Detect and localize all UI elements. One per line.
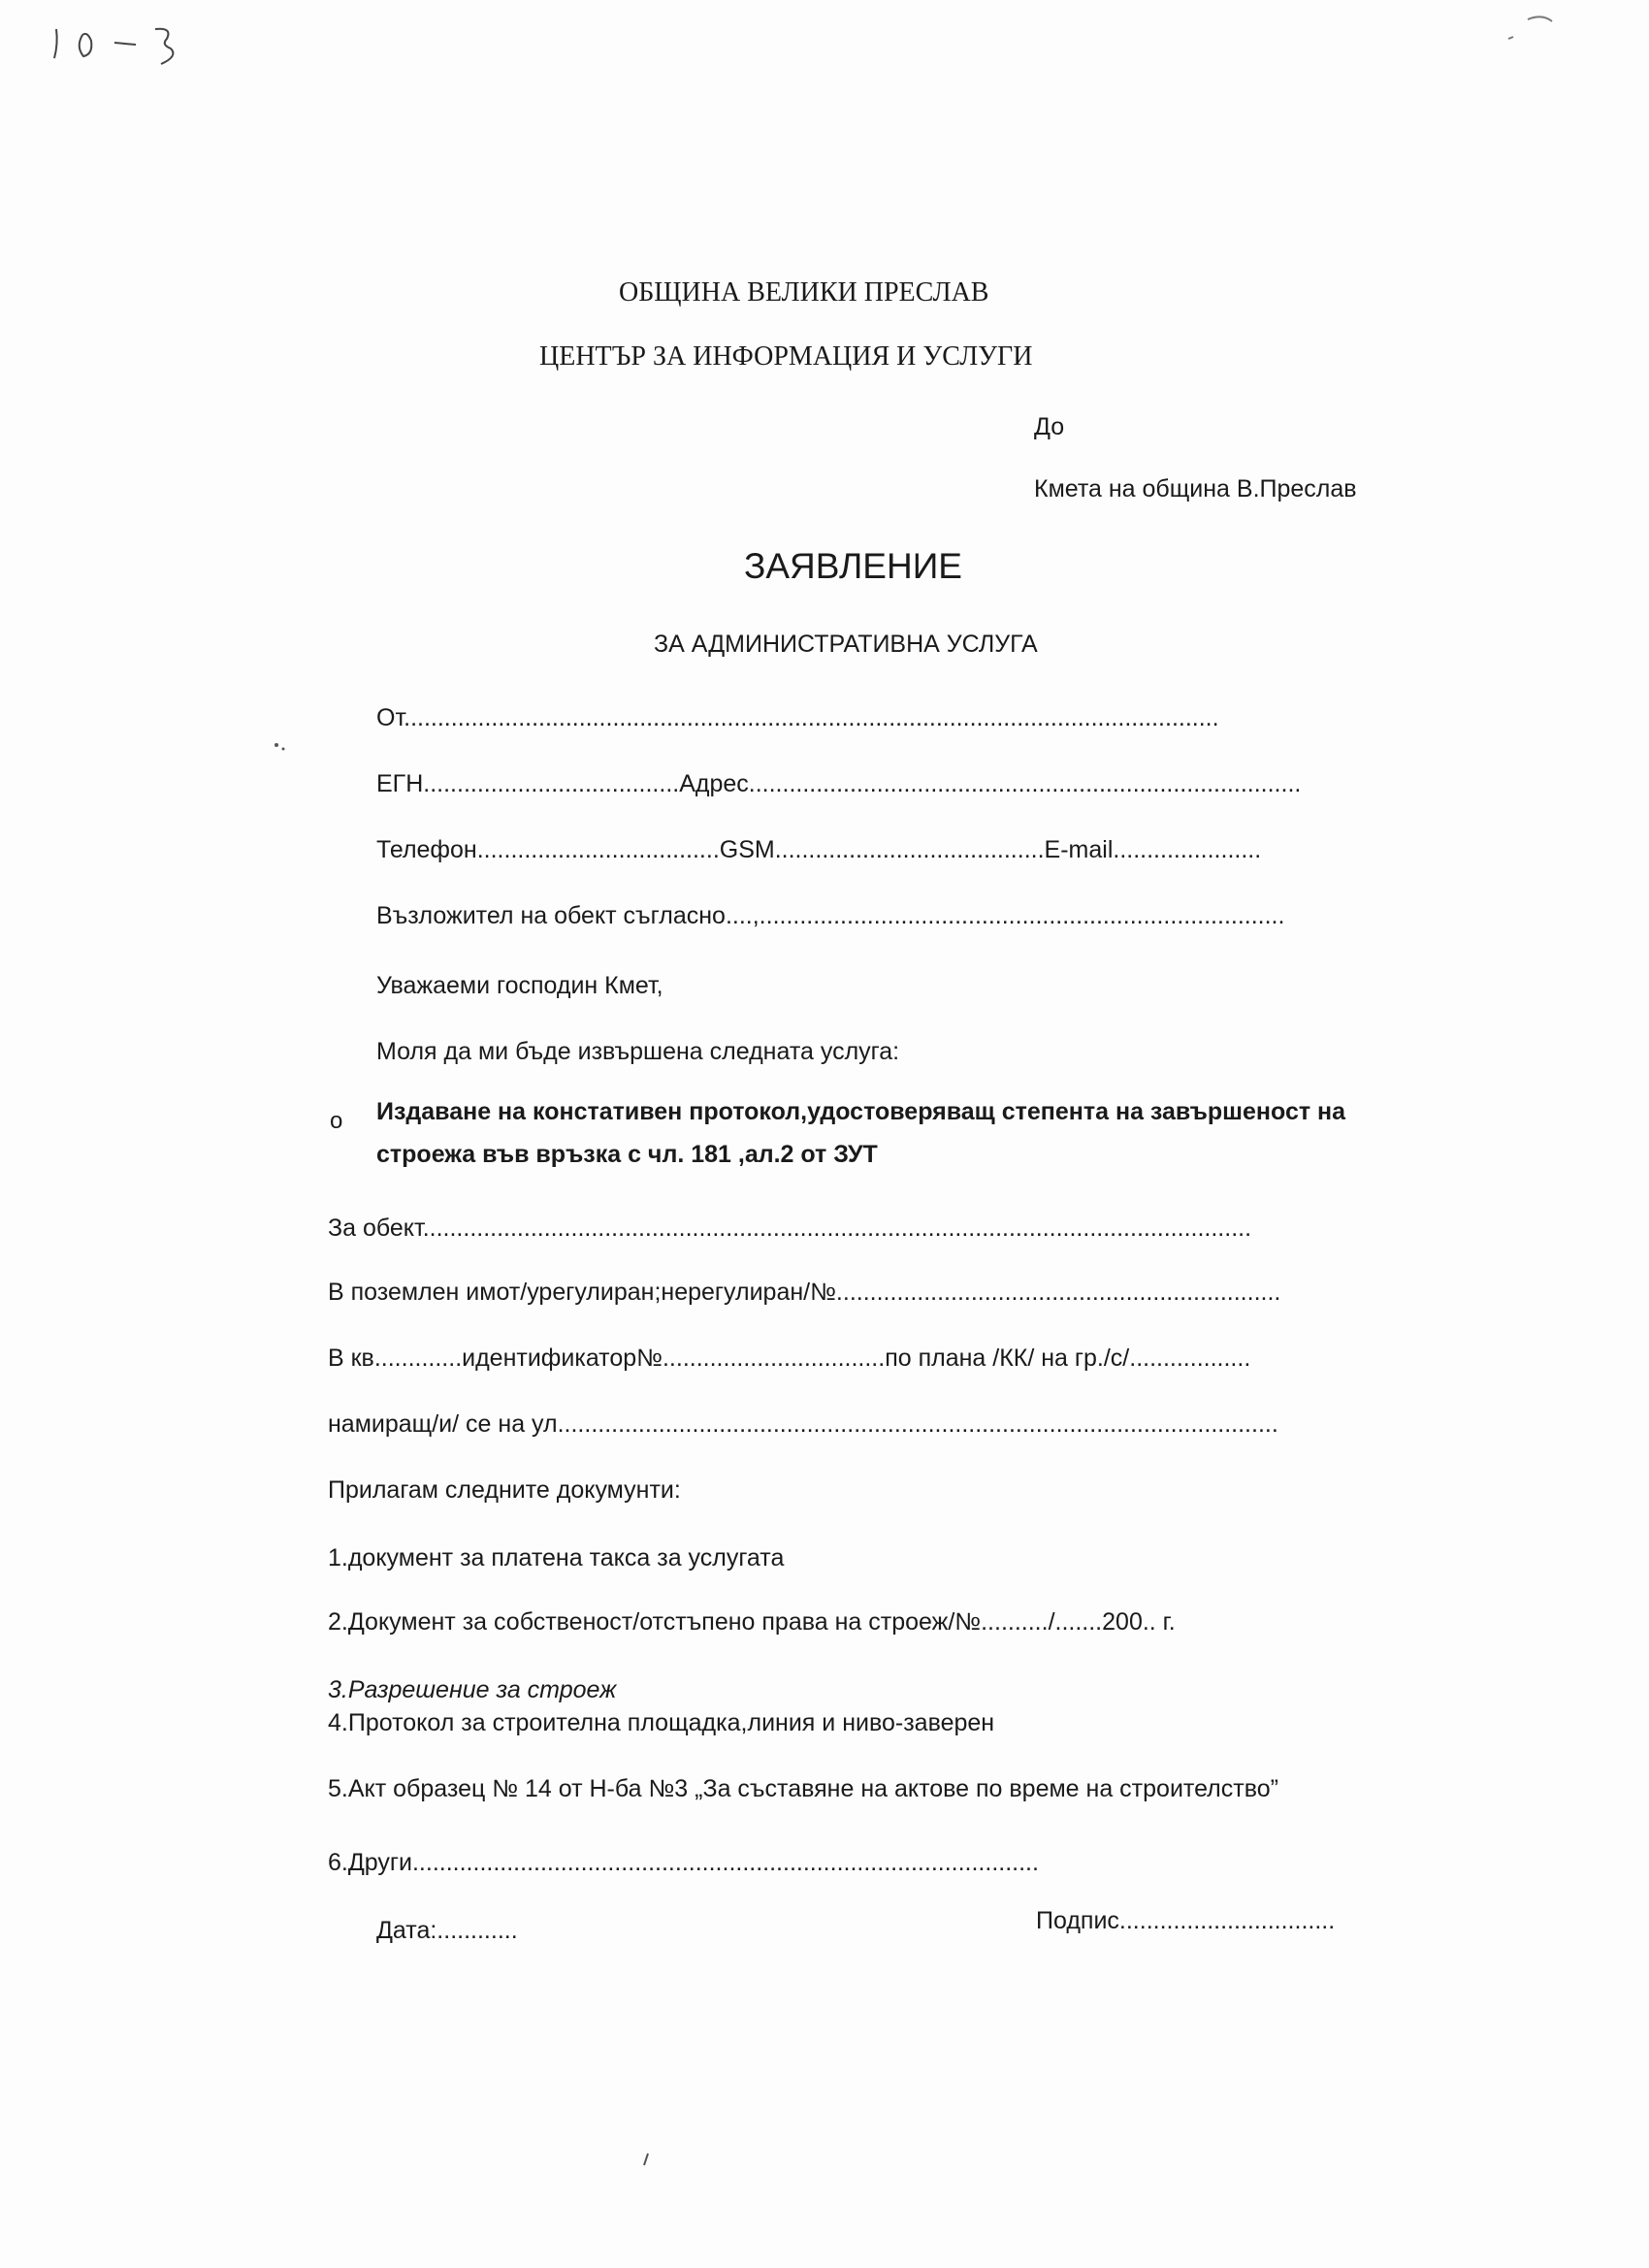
- attachment-item-1: 1.документ за платена такса за услугата: [328, 1544, 785, 1571]
- quarter-field: В кв.............идентификатор№.................................по плана /КК/ на гр./с/..................: [328, 1345, 1251, 1372]
- attachment-item-5: 5.Акт образец № 14 от Н-ба №3 „За съставяне на актове по време на строителство”: [328, 1775, 1278, 1802]
- object-field: За обект...........................................................................................................................: [328, 1215, 1252, 1242]
- addressee: Кмета на община В.Преслав: [1034, 475, 1357, 502]
- service-line-2: строежа във връзка с чл. 181 ,ал.2 от ЗУТ: [376, 1141, 878, 1168]
- attachment-item-6: 6.Други.............................................................................................: [328, 1849, 1039, 1876]
- attachment-item-4: 4.Протокол за строителна площадка,линия и ниво-заверен: [328, 1709, 995, 1736]
- attachment-item-2: 2.Документ за собственост/отстъпено права на строеж/№........../.......200.. г.: [328, 1608, 1176, 1636]
- attachments-intro: Прилагам следните докумунти:: [328, 1476, 681, 1504]
- service-line-1: Издаване на констативен протокол,удостоверяващ степента на завършеност на: [376, 1098, 1346, 1125]
- assignor-field: Възложител на обект съгласно....,..............................................................................: [376, 902, 1285, 929]
- document-title: ЗАЯВЛЕНИЕ: [744, 546, 962, 586]
- attachment-item-3: 3.Разрешение за строеж: [328, 1676, 617, 1703]
- document-subtitle: ЗА АДМИНИСТРАТИВНА УСЛУГА: [654, 631, 1038, 658]
- street-field: намиращ/и/ се на ул...........................................................................................................: [328, 1410, 1278, 1438]
- property-field: В поземлен имот/урегулиран;нерегулиран/№..................................................................: [328, 1279, 1281, 1306]
- egn-address-field: ЕГН......................................Адрес..................................................................................: [376, 770, 1302, 797]
- date-field: Дата:............: [376, 1917, 518, 1944]
- request-intro: Моля да ми бъде извършена следната услуга:: [376, 1038, 900, 1065]
- salutation: Уважаеми господин Кмет,: [376, 972, 663, 999]
- signature-field: Подпис................................: [1036, 1907, 1336, 1934]
- municipality-name: ОБЩИНА ВЕЛИКИ ПРЕСЛАВ: [619, 277, 989, 308]
- to-label: До: [1034, 413, 1065, 440]
- contacts-field: Телефон....................................GSM........................................E-mail......................: [376, 836, 1262, 863]
- from-field: От.........................................................................................................................: [376, 704, 1219, 731]
- service-bullet: o: [330, 1108, 343, 1134]
- center-name: ЦЕНТЪР ЗА ИНФОРМАЦИЯ И УСЛУГИ: [539, 341, 1033, 372]
